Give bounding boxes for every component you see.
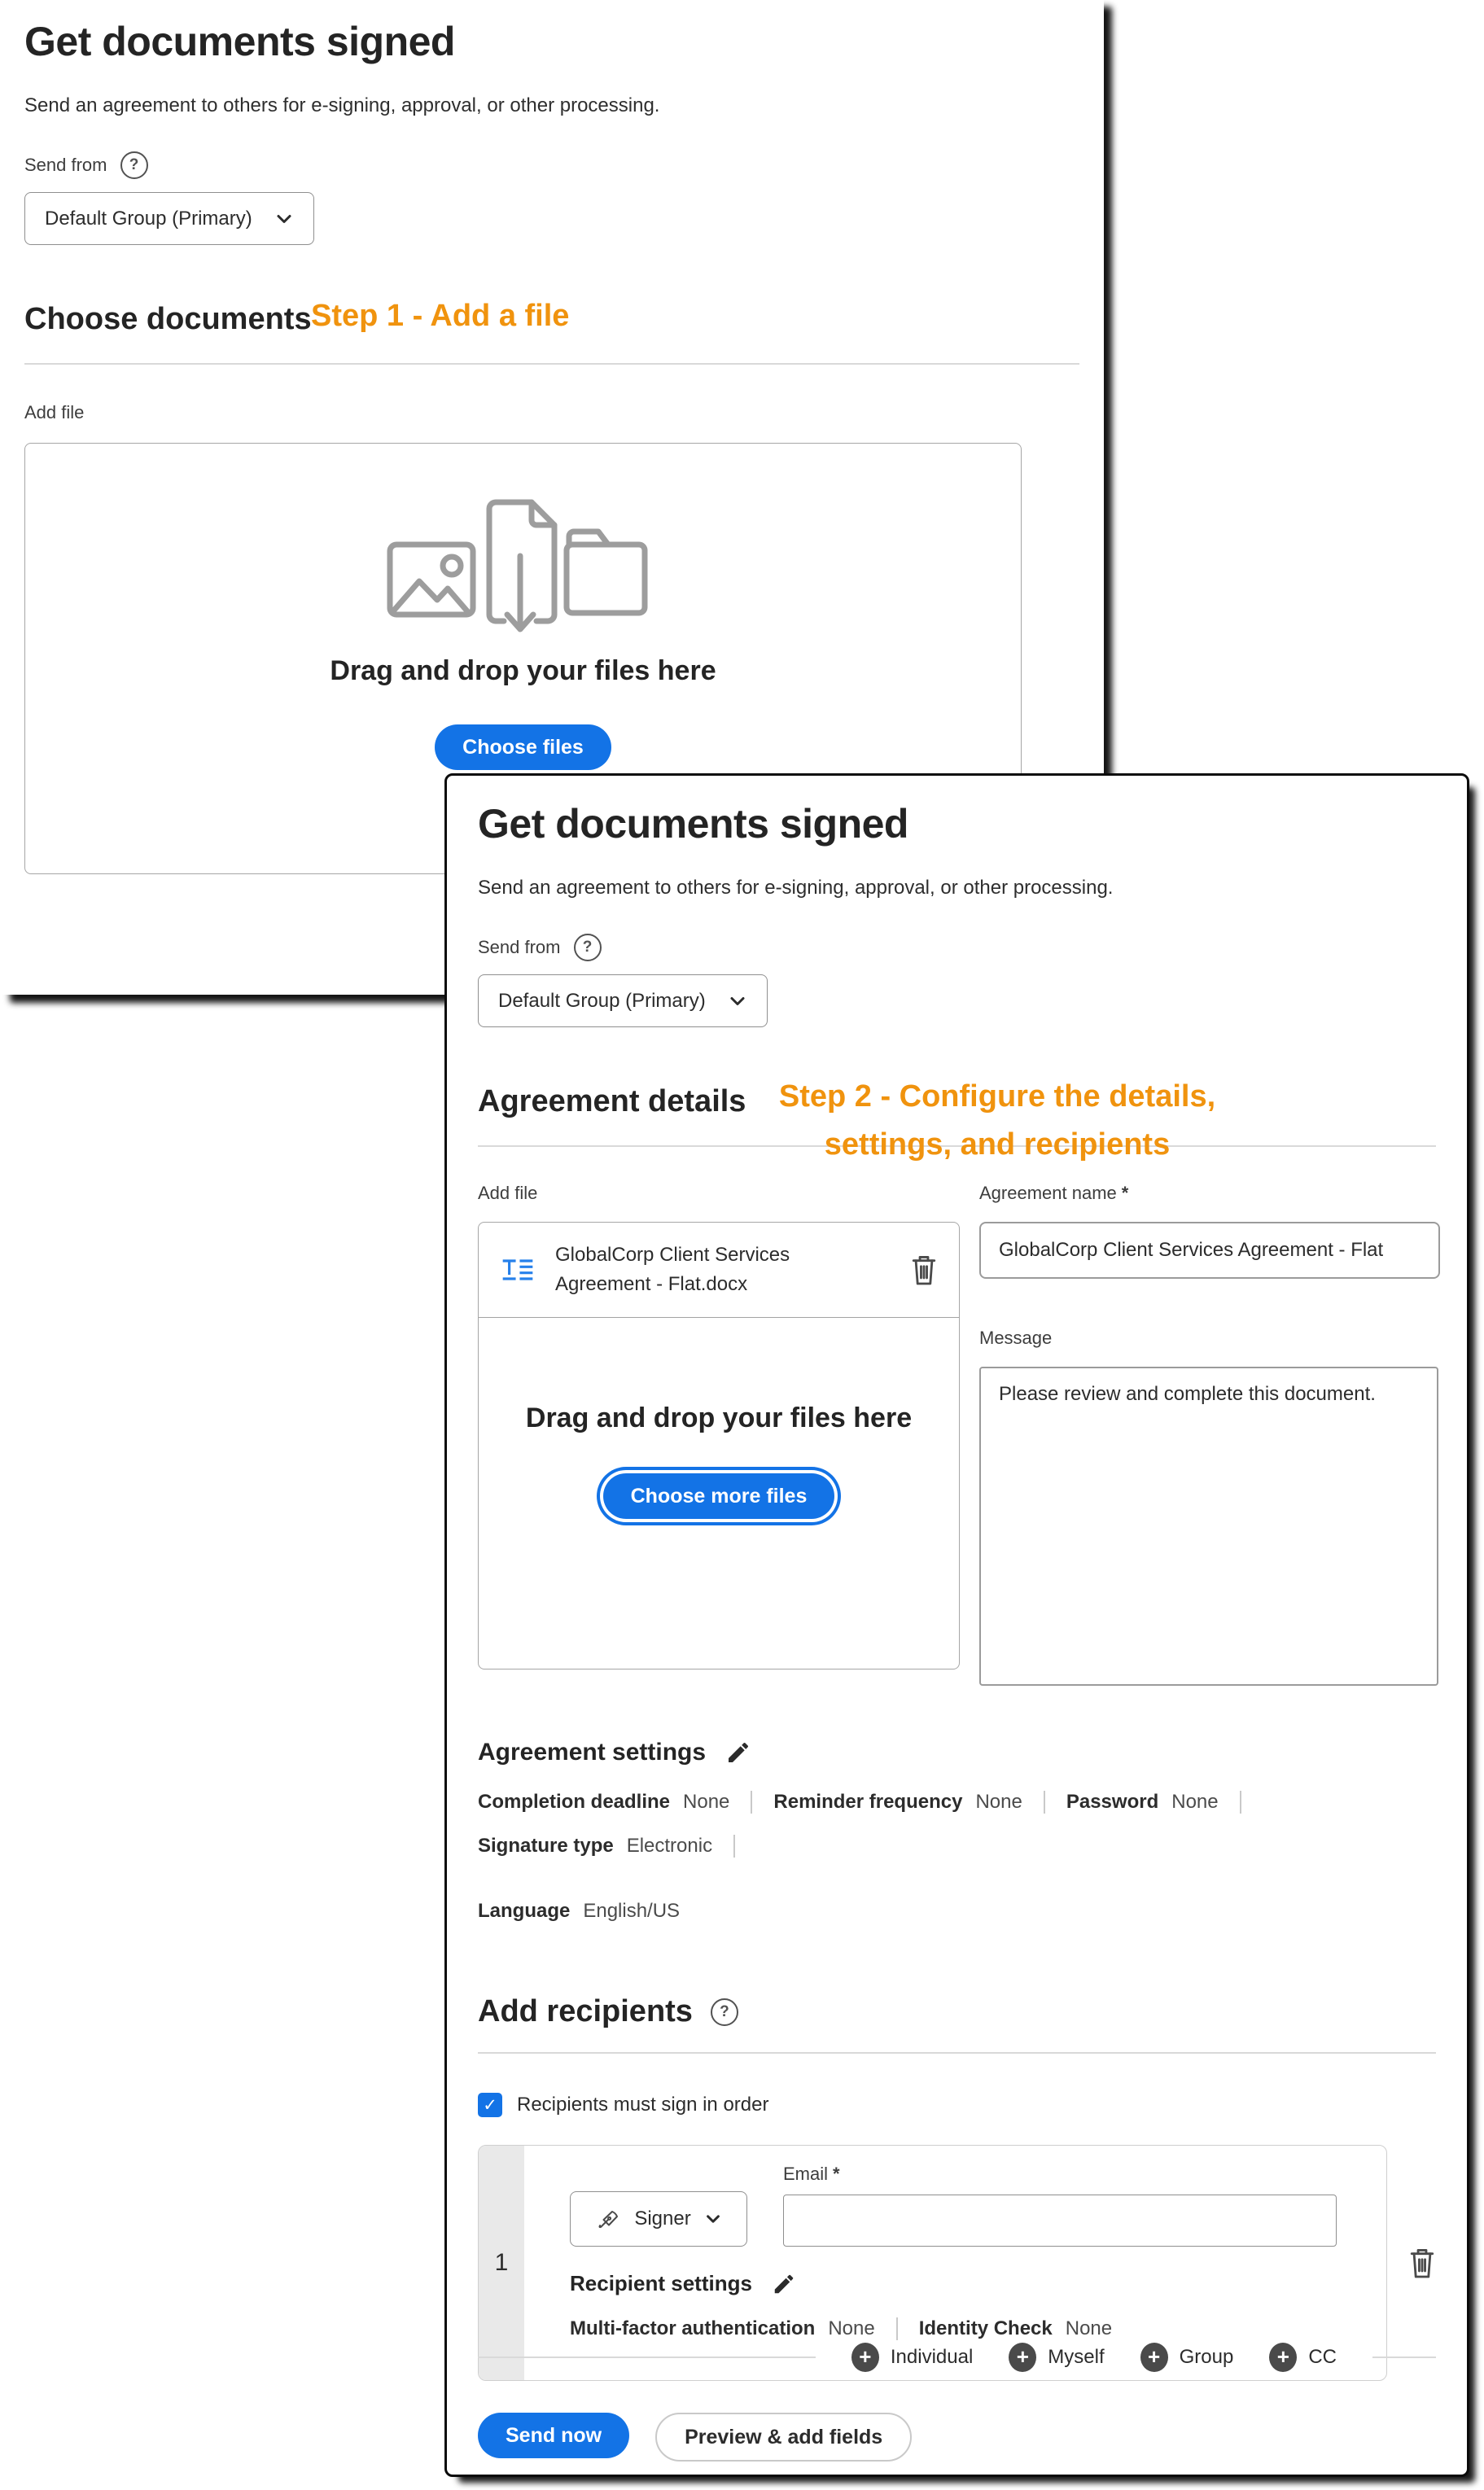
trash-icon <box>1408 2247 1436 2279</box>
email-label <box>783 2164 1337 2185</box>
help-icon[interactable]: ? <box>711 1998 738 2026</box>
group-select[interactable] <box>24 192 314 245</box>
setting-value: None <box>828 2317 875 2339</box>
agreement-settings-summary <box>478 1791 1436 1923</box>
dropzone-text: Drag and drop your files here <box>330 655 716 686</box>
pen-nib-icon <box>595 2206 621 2232</box>
help-icon[interactable]: ? <box>120 151 148 179</box>
setting-label: Multi-factor authentication <box>570 2317 816 2339</box>
send-from-row <box>478 934 1436 961</box>
setting-completion-deadline <box>478 1791 752 1814</box>
setting-mfa <box>570 2317 898 2340</box>
email-input[interactable] <box>783 2195 1337 2247</box>
delete-file-button[interactable] <box>910 1254 938 1286</box>
plus-icon: + <box>1009 2343 1036 2372</box>
pencil-icon <box>725 1739 751 1766</box>
file-dropzone[interactable] <box>479 1318 959 1669</box>
step2-annotation-line2: settings, and recipients <box>824 1127 1171 1162</box>
file-box <box>478 1222 960 1669</box>
step1-annotation: Step 1 - Add a file <box>311 299 570 333</box>
plus-icon: + <box>851 2343 879 2372</box>
add-chip-label: CC <box>1308 2346 1337 2368</box>
setting-identity-check <box>919 2317 1112 2340</box>
page-title: Get documents signed <box>24 19 455 64</box>
plus-icon: + <box>1140 2343 1168 2372</box>
setting-signature-type <box>478 1835 735 1858</box>
add-recipients-heading: Add recipients <box>478 1994 693 2028</box>
add-cc-button[interactable] <box>1269 2343 1337 2372</box>
choose-documents-header <box>24 299 1079 365</box>
page-title: Get documents signed <box>478 801 908 847</box>
recipient-settings-header <box>570 2271 1362 2296</box>
setting-label: Identity Check <box>918 2317 1053 2339</box>
recipient-index: 1 <box>494 2249 509 2276</box>
agreement-settings-heading: Agreement settings <box>478 1739 707 1766</box>
message-label: Message <box>979 1328 1053 1348</box>
setting-value: None <box>975 1791 1022 1813</box>
files-column <box>478 1183 960 1690</box>
setting-value: Electronic <box>626 1835 713 1857</box>
agreement-name-label <box>979 1183 1440 1204</box>
text-document-icon <box>500 1252 536 1288</box>
setting-label: Language <box>478 1900 571 1922</box>
step2-annotation-line1: Step 2 - Configure the details, <box>778 1079 1216 1114</box>
plus-icon: + <box>1269 2343 1297 2372</box>
recipient-settings-heading: Recipient settings <box>570 2271 752 2295</box>
agreement-details-header <box>478 1079 1436 1162</box>
group-select-value: Default Group (Primary) <box>45 207 252 230</box>
upload-files-icon <box>380 494 667 637</box>
page-subtitle: Send an agreement to others for e-signing, approval, or other processing. <box>478 877 1114 899</box>
add-group-button[interactable] <box>1140 2343 1234 2372</box>
help-icon[interactable]: ? <box>574 934 602 961</box>
edit-agreement-settings-button[interactable] <box>725 1739 751 1766</box>
add-chip-label: Myself <box>1048 2346 1105 2368</box>
setting-value: None <box>1065 2317 1113 2339</box>
chevron-down-icon <box>704 2210 722 2228</box>
setting-label: Password <box>1066 1791 1159 1813</box>
send-now-button[interactable]: Send now <box>478 2413 629 2458</box>
agreement-details-heading: Agreement details <box>478 1084 746 1118</box>
add-file-label: Add file <box>24 402 85 422</box>
group-select[interactable] <box>478 974 768 1027</box>
chevron-down-icon <box>274 209 294 229</box>
required-mark: * <box>833 2164 840 2184</box>
chevron-down-icon <box>728 991 747 1011</box>
edit-recipient-settings-button[interactable] <box>772 2272 796 2296</box>
add-individual-button[interactable] <box>851 2343 973 2372</box>
sign-in-order-label: Recipients must sign in order <box>517 2094 769 2116</box>
send-from-row <box>24 151 1079 179</box>
agreement-name-input[interactable] <box>979 1222 1440 1279</box>
email-label-text: Email <box>783 2164 829 2184</box>
choose-files-button[interactable]: Choose files <box>435 724 611 770</box>
group-select-value: Default Group (Primary) <box>498 989 706 1012</box>
choose-documents-heading: Choose documents <box>24 302 312 336</box>
agreement-settings-header <box>478 1739 1436 1766</box>
delete-recipient-button[interactable] <box>1408 2247 1436 2279</box>
setting-label: Completion deadline <box>478 1791 671 1813</box>
setting-value: None <box>1171 1791 1219 1813</box>
setting-reminder-frequency <box>773 1791 1044 1814</box>
add-myself-button[interactable] <box>1009 2343 1104 2372</box>
file-row <box>479 1223 959 1318</box>
divider <box>478 2357 816 2358</box>
add-recipients-header <box>478 1994 1436 2054</box>
send-from-label: Send from <box>24 155 107 175</box>
recipient-role-select[interactable] <box>570 2191 747 2247</box>
add-chip-label: Individual <box>890 2346 974 2368</box>
file-name: GlobalCorp Client Services Agreement - Flat.docx <box>555 1244 790 1295</box>
trash-icon <box>910 1254 938 1286</box>
add-recipient-type-row <box>478 2343 1436 2372</box>
send-from-label: Send from <box>478 937 561 957</box>
step2-annotation <box>737 1073 1258 1169</box>
required-mark: * <box>1121 1183 1129 1203</box>
email-field <box>783 2164 1337 2247</box>
setting-value: None <box>683 1791 730 1813</box>
setting-password <box>1066 1791 1241 1814</box>
add-chip-label: Group <box>1179 2346 1234 2368</box>
agreement-name-label-text: Agreement name <box>979 1183 1117 1203</box>
panel-step2 <box>444 773 1469 2477</box>
choose-more-files-button[interactable]: Choose more files <box>603 1473 835 1519</box>
recipient-role-value: Signer <box>634 2208 691 2230</box>
page-subtitle: Send an agreement to others for e-signing, approval, or other processing. <box>24 94 660 116</box>
sign-in-order-row <box>478 2093 1436 2117</box>
setting-label: Reminder frequency <box>773 1791 963 1813</box>
add-file-label: Add file <box>478 1183 538 1203</box>
details-column <box>979 1183 1440 1690</box>
dropzone-text: Drag and drop your files here <box>525 1403 913 1433</box>
setting-label: Signature type <box>478 1835 614 1857</box>
setting-value: English/US <box>583 1900 681 1922</box>
setting-language <box>478 1900 680 1923</box>
pencil-icon <box>772 2272 796 2296</box>
recipient-settings-summary <box>570 2317 1362 2340</box>
sign-in-order-checkbox[interactable]: ✓ <box>478 2093 502 2117</box>
footer-actions <box>478 2413 912 2462</box>
divider <box>1372 2357 1436 2358</box>
preview-add-fields-button[interactable]: Preview & add fields <box>655 2413 912 2462</box>
message-textarea[interactable] <box>979 1367 1438 1686</box>
